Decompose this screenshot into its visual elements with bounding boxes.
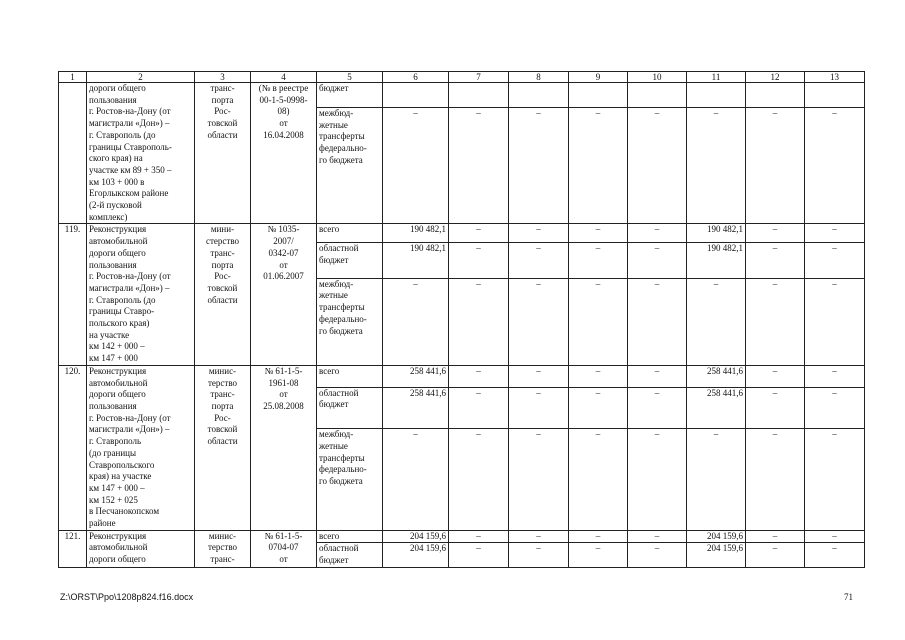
document-ref: № 61-1-5- 0704-07 от (251, 530, 317, 567)
value-cell: 258 441,6 (687, 387, 746, 429)
value-cell: – (805, 224, 865, 243)
value-cell: – (449, 530, 509, 543)
funding-source: всего (317, 530, 383, 543)
value-cell (569, 83, 628, 108)
value-cell: 204 159,6 (383, 530, 449, 543)
document-ref: (№ в реестре 00-1-5-0998- 08) от 16.04.2008 (251, 83, 317, 224)
value-cell: – (569, 365, 628, 387)
value-cell: – (687, 107, 746, 224)
value-cell: – (509, 107, 569, 224)
value-cell: – (746, 429, 805, 531)
table-row (59, 83, 865, 108)
value-cell: – (569, 429, 628, 531)
table-row (59, 365, 865, 387)
value-cell: – (509, 387, 569, 429)
value-cell: – (805, 107, 865, 224)
page-number: 71 (844, 592, 853, 602)
object-name: дороги общего пользования г. Ростов-на-Дону (от магистрали «Дон») – г. Ставрополь (до границы Ставрополь- ского края) на участке км 89 + 350 – км 103 + 000 в Егорлыкском районе (2-й пусковой комплекс) (87, 83, 195, 224)
value-cell: – (628, 243, 687, 279)
column-number-2: 2 (87, 72, 195, 83)
funding-source: областной бюджет (317, 387, 383, 429)
value-cell (628, 83, 687, 108)
value-cell: – (746, 543, 805, 567)
column-number-row (59, 72, 865, 83)
document-ref: № 61-1-5- 1961-08 от 25.08.2008 (251, 365, 317, 530)
column-number-13: 13 (805, 72, 865, 83)
document-ref: № 1035- 2007/ 0342-07 от 01.06.2007 (251, 224, 317, 365)
value-cell: – (569, 278, 628, 365)
funding-source: всего (317, 224, 383, 243)
value-cell: – (746, 365, 805, 387)
budget-table (58, 71, 865, 568)
column-number-5: 5 (317, 72, 383, 83)
table-row (59, 530, 865, 543)
funding-source: областной бюджет (317, 243, 383, 279)
value-cell: – (746, 530, 805, 543)
value-cell: – (569, 530, 628, 543)
column-number-1: 1 (59, 72, 87, 83)
column-number-9: 9 (569, 72, 628, 83)
column-number-10: 10 (628, 72, 687, 83)
value-cell: – (449, 429, 509, 531)
value-cell: – (805, 530, 865, 543)
value-cell: 190 482,1 (383, 224, 449, 243)
value-cell: – (628, 543, 687, 567)
object-name: Реконструкция автомобильной дороги общего (87, 530, 195, 567)
value-cell: – (628, 429, 687, 531)
value-cell: – (628, 530, 687, 543)
value-cell: – (449, 543, 509, 567)
value-cell: – (746, 243, 805, 279)
value-cell: 190 482,1 (687, 224, 746, 243)
customer: транс- порта Рос- товской области (195, 83, 251, 224)
value-cell: 258 441,6 (687, 365, 746, 387)
value-cell: – (805, 429, 865, 531)
object-name: Реконструкция автомобильной дороги общего пользования г. Ростов-на-Дону (от магистрали «Дон») – г. Ставрополь (до границы Ставро- польского края) на участке км 142 + 000 – км 147 + 000 (87, 224, 195, 365)
value-cell: – (509, 278, 569, 365)
funding-source: межбюд- жетные трансферты федерально- го бюджета (317, 278, 383, 365)
value-cell: – (449, 387, 509, 429)
customer: минис- терство транс- (195, 530, 251, 567)
value-cell: – (509, 429, 569, 531)
value-cell: – (628, 224, 687, 243)
value-cell: – (569, 387, 628, 429)
value-cell: – (805, 243, 865, 279)
value-cell: – (805, 278, 865, 365)
funding-source: бюджет (317, 83, 383, 108)
funding-source: всего (317, 365, 383, 387)
value-cell: 190 482,1 (383, 243, 449, 279)
value-cell: – (509, 530, 569, 543)
column-number-8: 8 (509, 72, 569, 83)
value-cell: – (628, 365, 687, 387)
value-cell: 258 441,6 (383, 365, 449, 387)
value-cell: – (628, 387, 687, 429)
value-cell: 204 159,6 (687, 543, 746, 567)
value-cell (449, 83, 509, 108)
item-number (59, 83, 87, 224)
value-cell: – (449, 243, 509, 279)
column-number-6: 6 (383, 72, 449, 83)
value-cell: – (569, 543, 628, 567)
value-cell: – (628, 107, 687, 224)
value-cell: – (746, 107, 805, 224)
value-cell: – (746, 224, 805, 243)
value-cell (805, 83, 865, 108)
value-cell (509, 83, 569, 108)
value-cell: 204 159,6 (687, 530, 746, 543)
value-cell: – (805, 387, 865, 429)
value-cell: – (383, 107, 449, 224)
object-name: Реконструкция автомобильной дороги общего пользования г. Ростов-на-Дону (от магистрали «Дон») – г. Ставрополь (до границы Ставропольского края) на участке км 147 + 000 – км 152 + 025 в Песчанокопском районе (87, 365, 195, 530)
value-cell: – (569, 107, 628, 224)
column-number-4: 4 (251, 72, 317, 83)
value-cell: – (569, 243, 628, 279)
column-number-12: 12 (746, 72, 805, 83)
value-cell (383, 83, 449, 108)
funding-source: межбюд- жетные трансферты федерально- го бюджета (317, 429, 383, 531)
value-cell: – (569, 224, 628, 243)
value-cell: – (628, 278, 687, 365)
footer-file-path: Z:\ORST\Ppo\1208p824.f16.docx (60, 592, 194, 602)
funding-source: областной бюджет (317, 543, 383, 567)
item-number: 121. (59, 530, 87, 567)
value-cell: – (449, 107, 509, 224)
value-cell: – (746, 278, 805, 365)
value-cell: – (449, 224, 509, 243)
column-number-3: 3 (195, 72, 251, 83)
value-cell (687, 83, 746, 108)
column-number-7: 7 (449, 72, 509, 83)
value-cell: – (383, 429, 449, 531)
funding-source: межбюд- жетные трансферты федерально- го бюджета (317, 107, 383, 224)
value-cell: – (509, 224, 569, 243)
customer: минис- терство транс- порта Рос- товской области (195, 365, 251, 530)
value-cell (746, 83, 805, 108)
value-cell: – (449, 278, 509, 365)
table-row (59, 224, 865, 243)
column-number-11: 11 (687, 72, 746, 83)
value-cell: – (383, 278, 449, 365)
item-number: 119. (59, 224, 87, 365)
value-cell: – (805, 365, 865, 387)
value-cell: – (509, 365, 569, 387)
value-cell: – (449, 365, 509, 387)
customer: мини- стерство транс- порта Рос- товской области (195, 224, 251, 365)
value-cell: – (509, 243, 569, 279)
value-cell: – (687, 429, 746, 531)
value-cell: – (687, 278, 746, 365)
value-cell: – (509, 543, 569, 567)
item-number: 120. (59, 365, 87, 530)
value-cell: 190 482,1 (687, 243, 746, 279)
value-cell: – (805, 543, 865, 567)
value-cell: 258 441,6 (383, 387, 449, 429)
value-cell: 204 159,6 (383, 543, 449, 567)
value-cell: – (746, 387, 805, 429)
